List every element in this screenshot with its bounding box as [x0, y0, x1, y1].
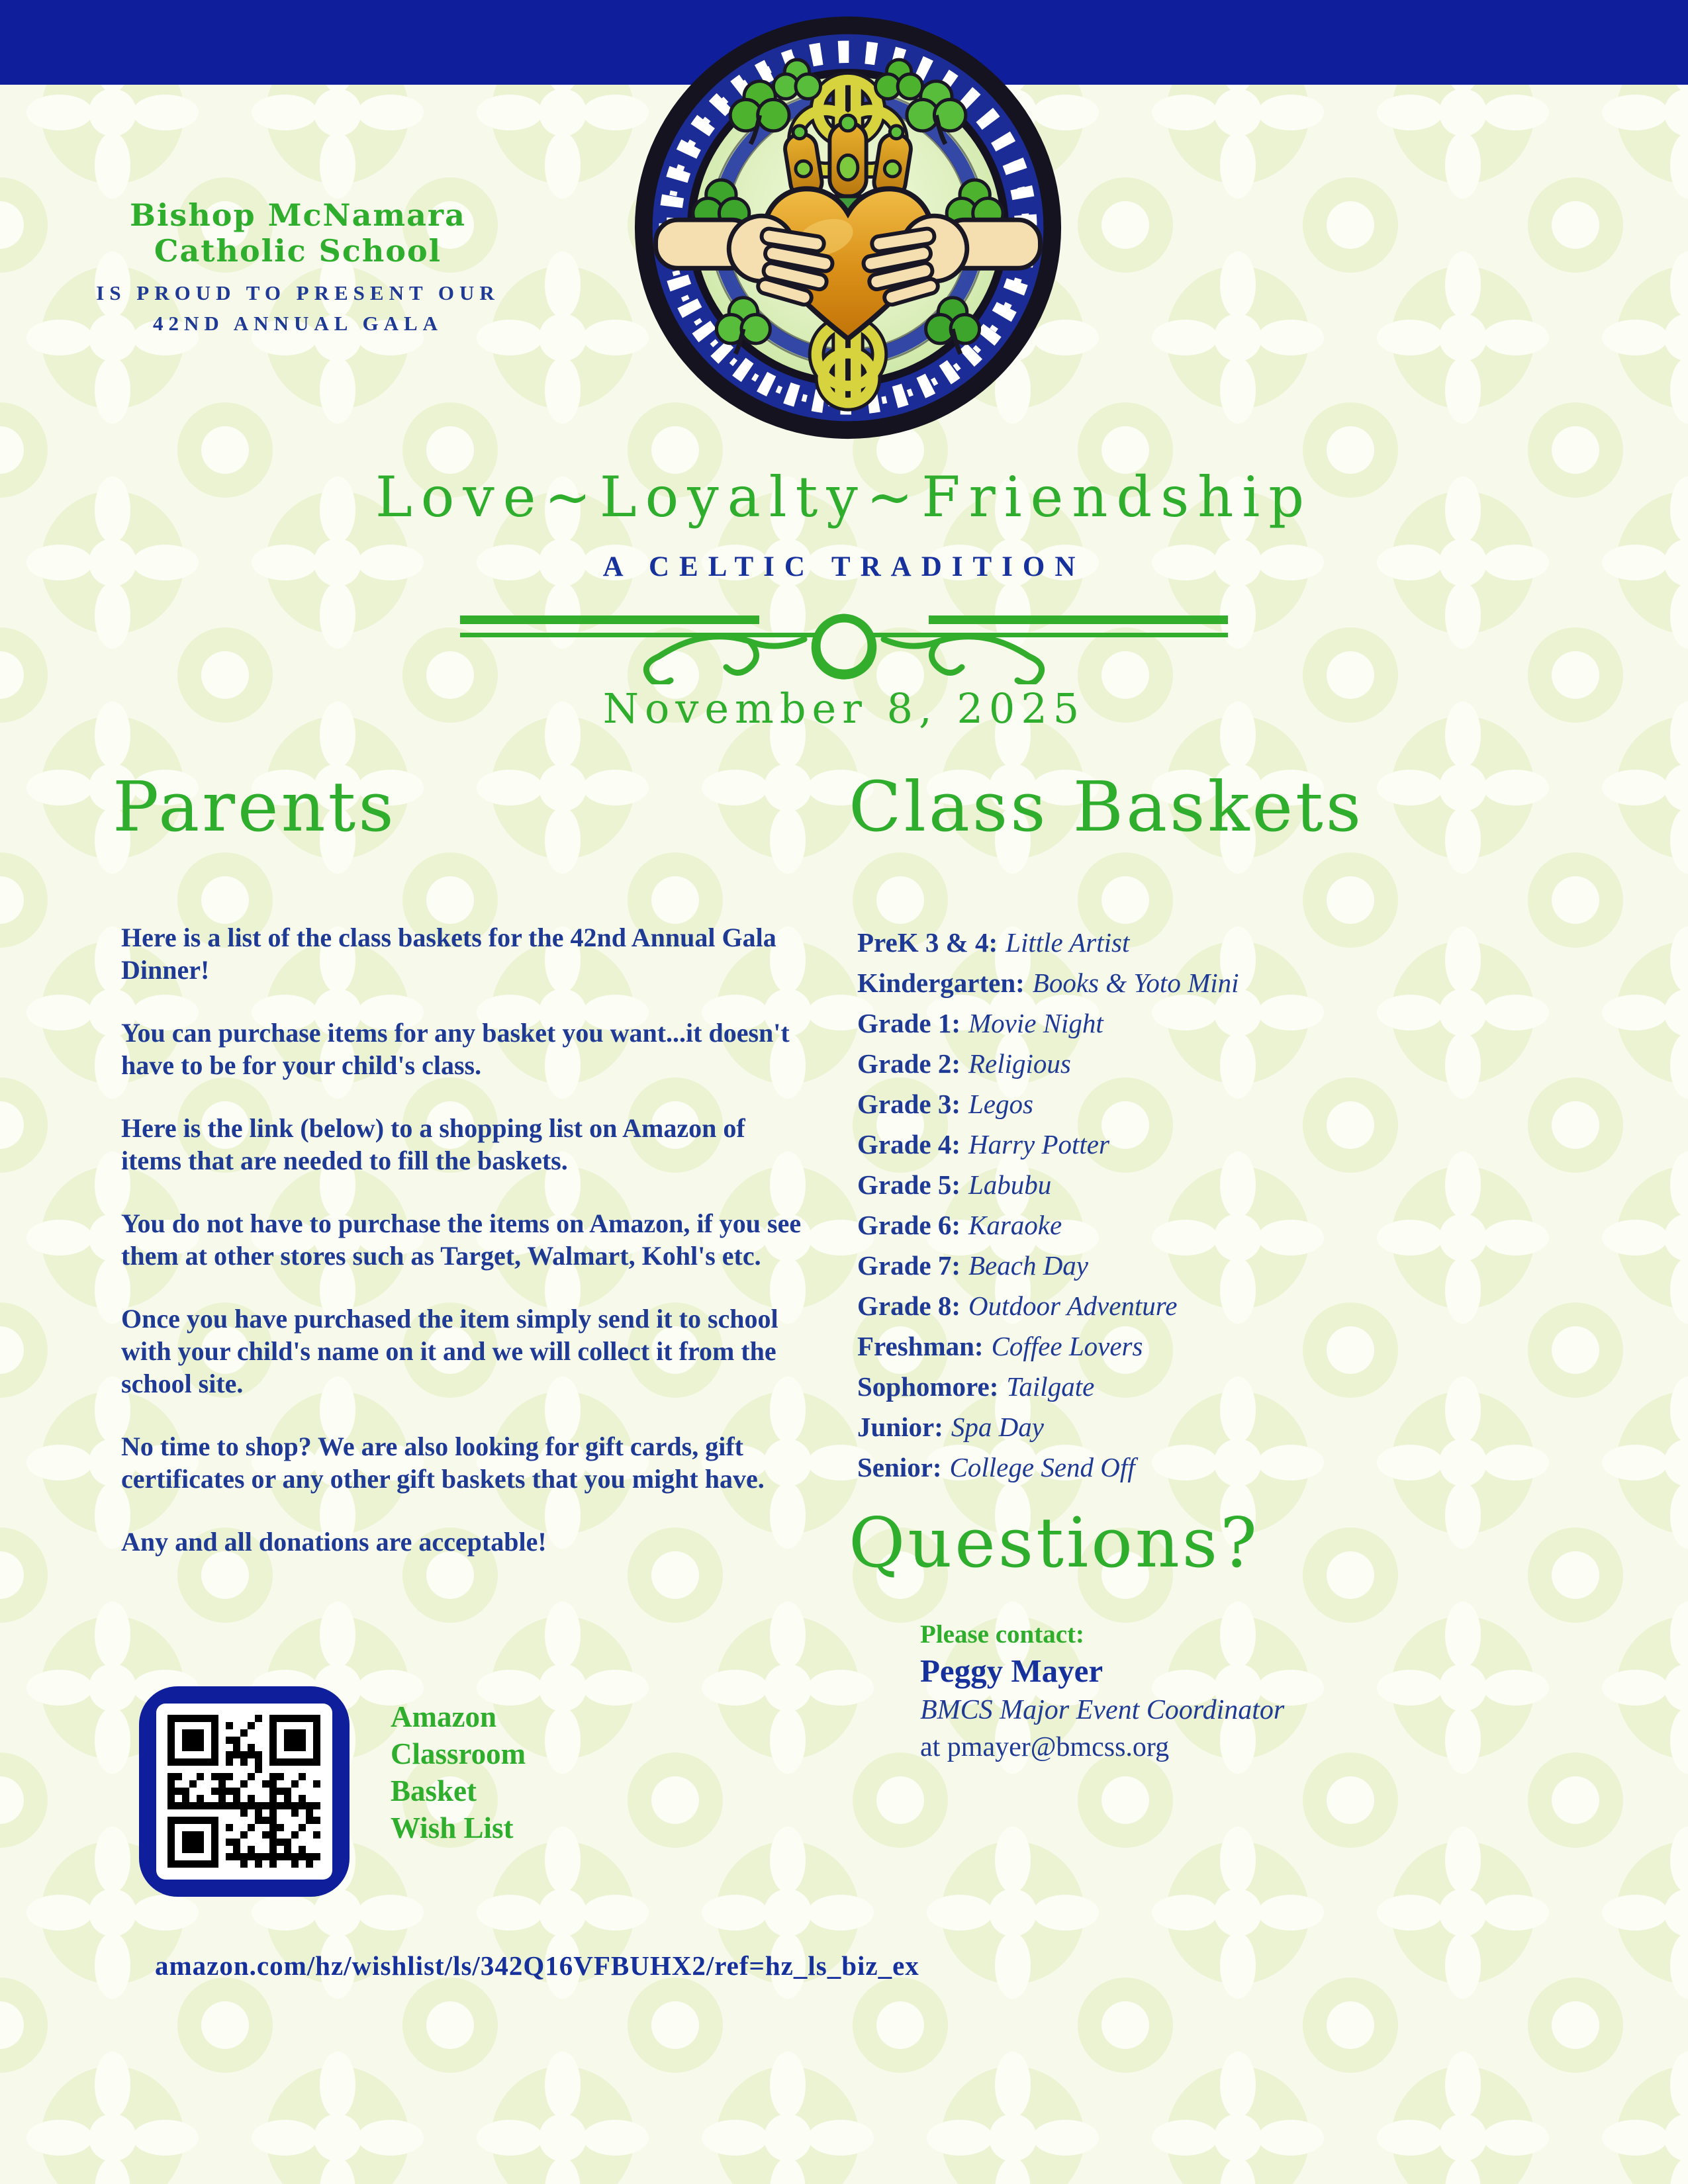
parents-paragraph: You do not have to purchase the items on Amazon, if you see them at other stores such as Target, Walmart, Kohl's etc. — [121, 1208, 802, 1271]
basket-item — [857, 1087, 1638, 1127]
basket-theme: Movie Night — [968, 1008, 1103, 1038]
qr-caption-line: Classroom — [391, 1737, 526, 1770]
basket-grade-label: Sophomore: — [857, 1371, 999, 1402]
basket-theme: Labubu — [968, 1169, 1052, 1200]
basket-theme: Spa Day — [951, 1412, 1044, 1442]
parents-paragraph: Here is a list of the class baskets for the 42nd Annual Gala Dinner! — [121, 923, 776, 985]
basket-theme: Karaoke — [968, 1210, 1062, 1240]
basket-item — [857, 1006, 1638, 1046]
parents-heading: Parents — [113, 766, 397, 847]
basket-item — [857, 1450, 1638, 1490]
basket-item — [857, 925, 1638, 966]
contact-email: at pmayer@bmcss.org — [920, 1732, 1170, 1762]
basket-grade-label: Senior: — [857, 1452, 942, 1482]
basket-item — [857, 1248, 1638, 1289]
basket-grade-label: Grade 6: — [857, 1210, 961, 1240]
contact-name: Peggy Mayer — [920, 1653, 1103, 1689]
basket-grade-label: Grade 7: — [857, 1250, 961, 1281]
basket-grade-label: Grade 2: — [857, 1048, 961, 1079]
parents-paragraph: Once you have purchased the item simply send it to school with your child's name on it and we will collect it from the school site. — [121, 1304, 778, 1398]
basket-item — [857, 1167, 1638, 1208]
basket-theme: Tailgate — [1006, 1371, 1095, 1402]
basket-item — [857, 1329, 1638, 1369]
qr-caption — [391, 1698, 735, 1846]
basket-theme: Religious — [968, 1048, 1071, 1079]
event-title: Love~Loyalty~Friendship — [375, 465, 1313, 529]
parents-paragraph: Here is the link (below) to a shopping list on Amazon of items that are needed to fill the baskets. — [121, 1113, 745, 1175]
contact-block — [920, 1619, 1516, 1766]
event-subtitle: A CELTIC TRADITION — [602, 551, 1086, 582]
contact-intro: Please contact: — [920, 1620, 1084, 1649]
parents-paragraphs — [121, 921, 803, 1588]
basket-theme: Harry Potter — [968, 1129, 1109, 1160]
basket-item — [857, 1369, 1638, 1410]
basket-item — [857, 1208, 1638, 1248]
qr-caption-line: Amazon — [391, 1700, 496, 1733]
celtic-divider — [460, 598, 1228, 684]
qr-pattern-icon — [167, 1715, 320, 1868]
contact-role: BMCS Major Event Coordinator — [920, 1695, 1285, 1725]
school-name-line2: Catholic School — [154, 233, 442, 269]
basket-theme: Legos — [968, 1089, 1033, 1119]
basket-grade-label: PreK 3 & 4: — [857, 927, 998, 958]
class-basket-list — [857, 925, 1638, 1490]
basket-grade-label: Grade 1: — [857, 1008, 961, 1038]
basket-theme: Little Artist — [1006, 927, 1130, 958]
basket-theme: Outdoor Adventure — [968, 1291, 1178, 1321]
parents-paragraph: No time to shop? We are also looking for gift cards, gift certificates or any other gift baskets that you might have. — [121, 1432, 765, 1494]
basket-grade-label: Grade 5: — [857, 1169, 961, 1200]
parents-paragraph: You can purchase items for any basket you want...it doesn't have to be for your child's class. — [121, 1018, 790, 1080]
claddagh-logo-icon — [630, 12, 1066, 443]
school-header — [79, 197, 516, 339]
basket-grade-label: Grade 8: — [857, 1291, 961, 1321]
basket-grade-label: Grade 4: — [857, 1129, 961, 1160]
basket-grade-label: Freshman: — [857, 1331, 984, 1361]
presents-line2: 42ND ANNUAL GALA — [152, 312, 444, 335]
qr-code-inner — [156, 1704, 332, 1880]
basket-item — [857, 1127, 1638, 1167]
qr-code — [139, 1686, 350, 1897]
wishlist-url: amazon.com/hz/wishlist/ls/342Q16VFBUHX2/ref=hz_ls_biz_ex — [155, 1950, 919, 1981]
basket-grade-label: Kindergarten: — [857, 968, 1025, 998]
basket-theme: Coffee Lovers — [991, 1331, 1143, 1361]
school-name-line1: Bishop McNamara — [130, 197, 466, 233]
basket-theme: Beach Day — [968, 1250, 1088, 1281]
basket-theme: Books & Yoto Mini — [1032, 968, 1239, 998]
presents-line1: IS PROUD TO PRESENT OUR — [96, 281, 500, 304]
event-date: November 8, 2025 — [602, 684, 1086, 733]
qr-caption-line: Basket — [391, 1774, 477, 1807]
basket-item — [857, 1289, 1638, 1329]
questions-heading: Questions? — [849, 1502, 1260, 1583]
basket-item — [857, 966, 1638, 1006]
basket-grade-label: Junior: — [857, 1412, 943, 1442]
parents-paragraph: Any and all donations are acceptable! — [121, 1527, 547, 1557]
class-baskets-heading: Class Baskets — [849, 766, 1364, 847]
basket-grade-label: Grade 3: — [857, 1089, 961, 1119]
qr-caption-line: Wish List — [391, 1811, 514, 1844]
basket-item — [857, 1046, 1638, 1087]
basket-theme: College Send Off — [949, 1452, 1135, 1482]
basket-item — [857, 1410, 1638, 1450]
claddagh-logo — [630, 12, 1066, 443]
divider-ornament-icon — [460, 598, 1228, 684]
